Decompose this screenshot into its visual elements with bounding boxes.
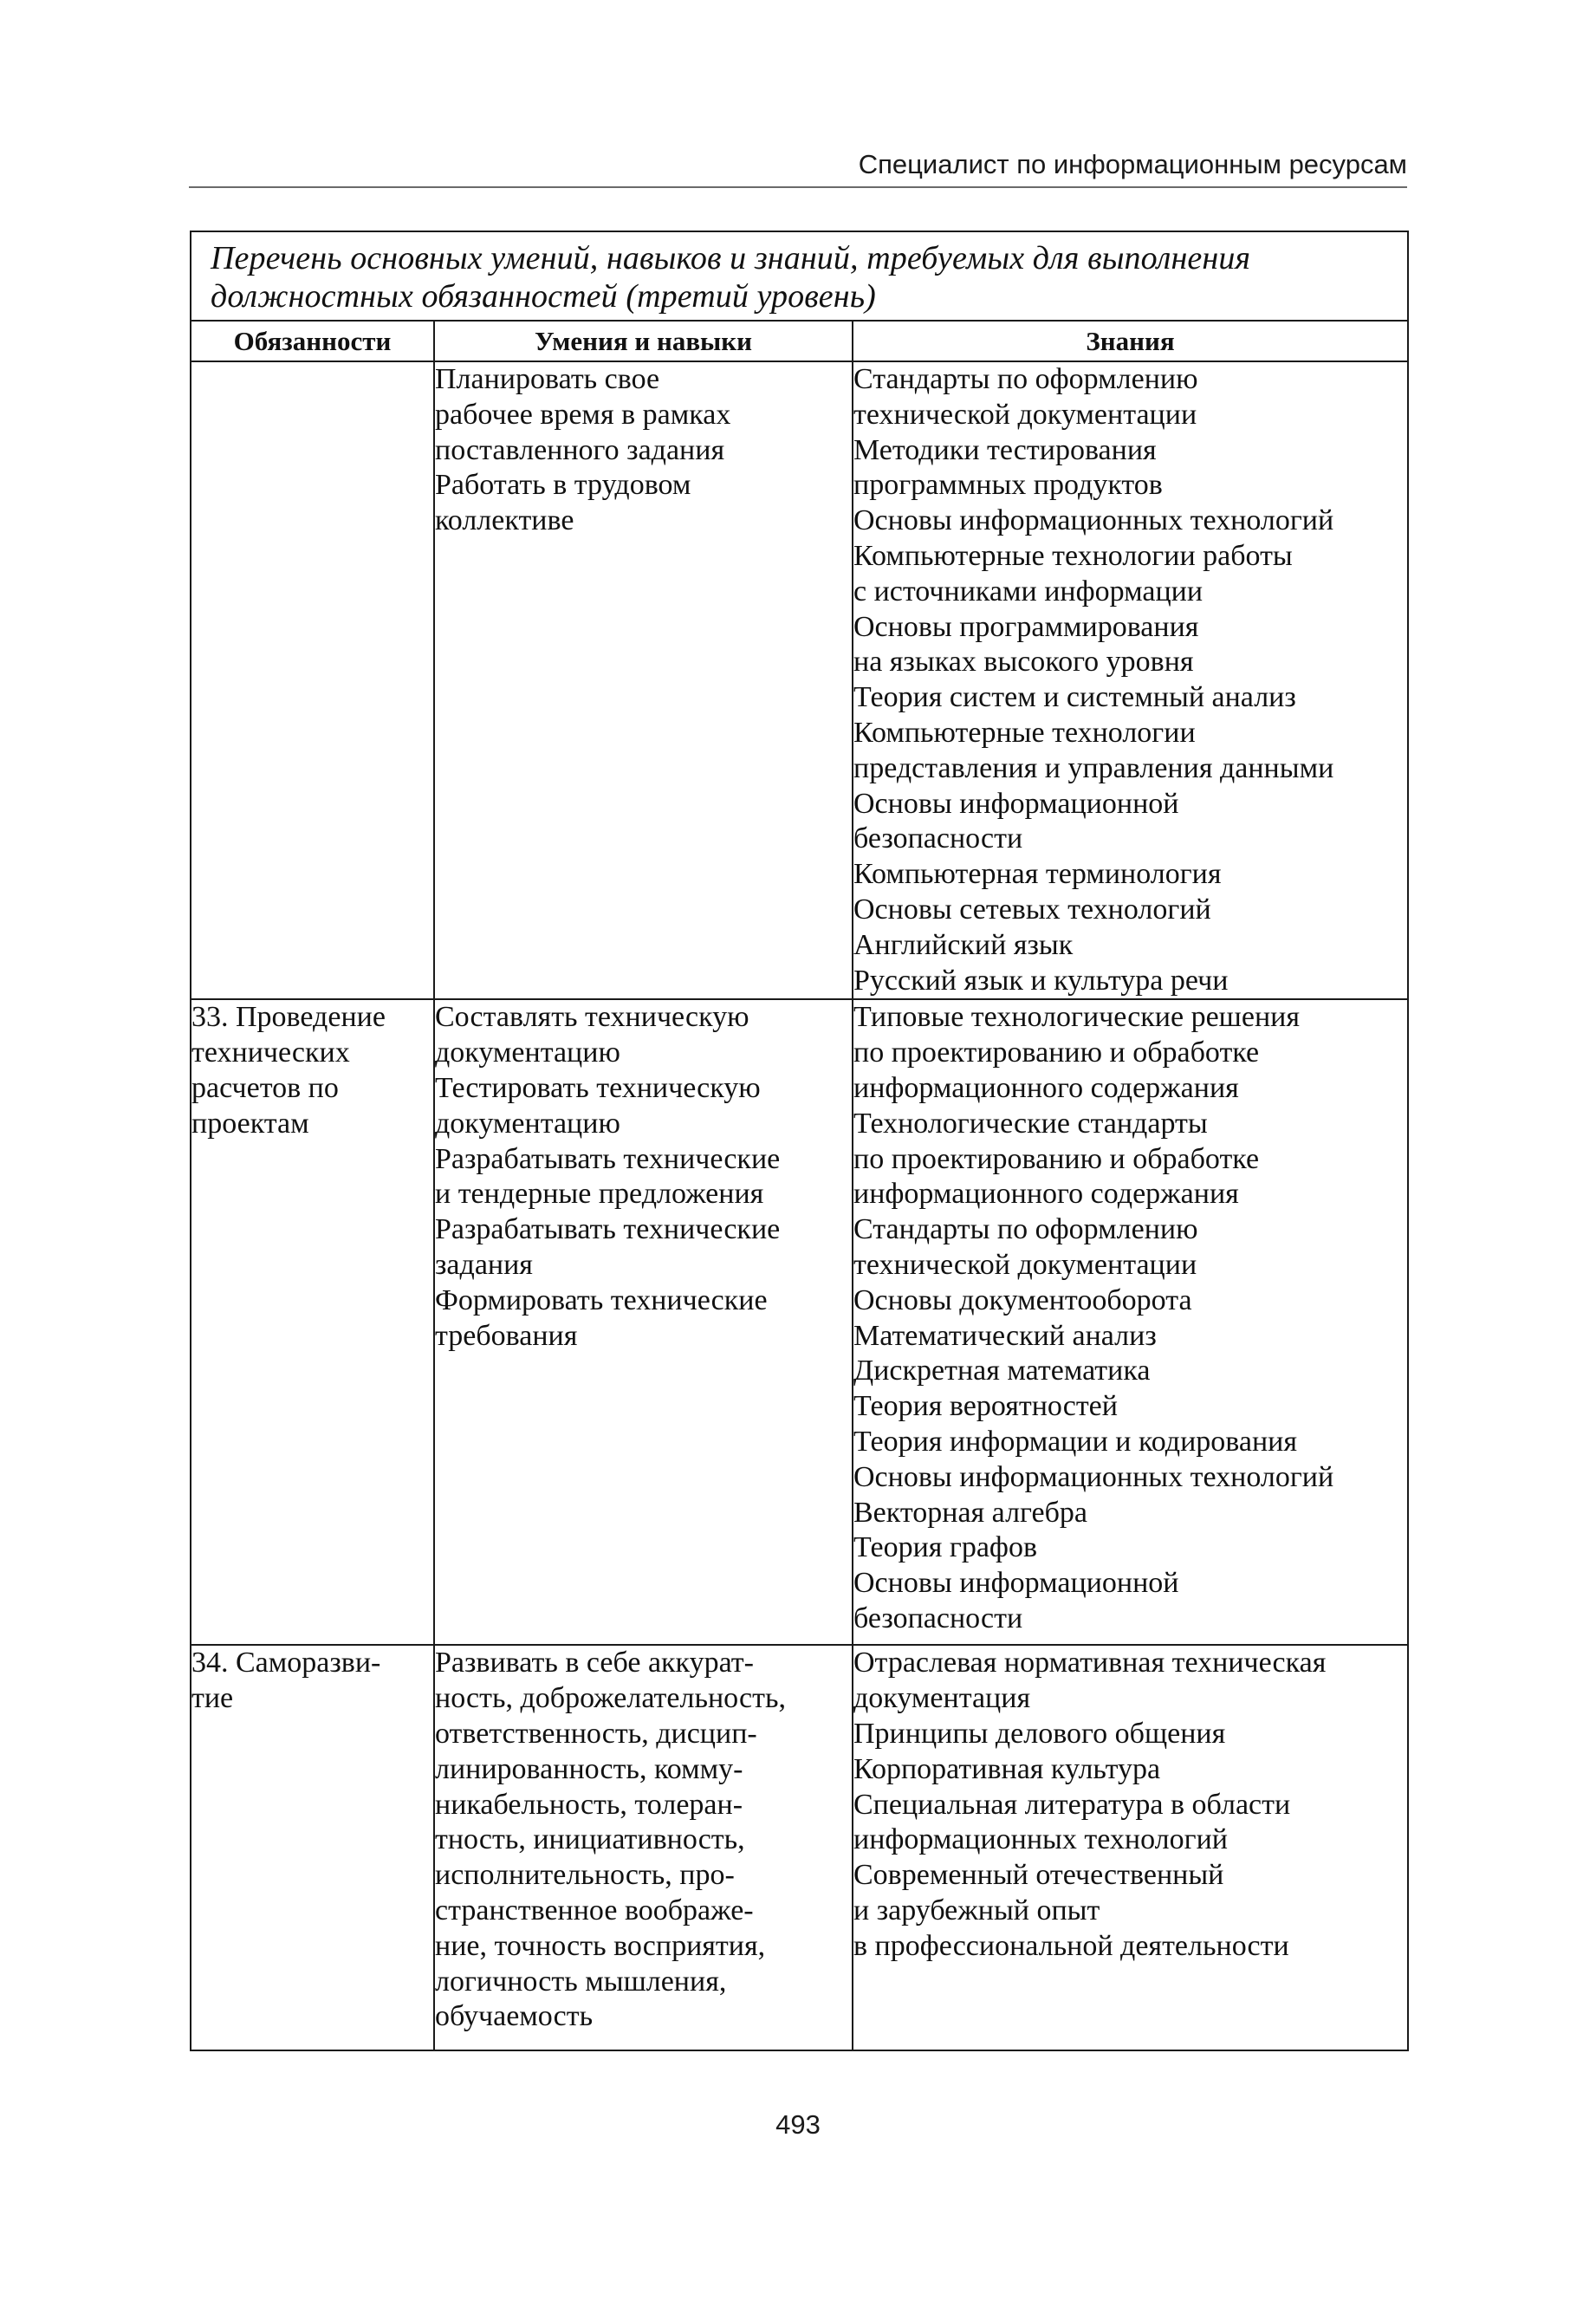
cell-line: представления и управления данными [853, 751, 1334, 784]
skills-cell [434, 999, 853, 1645]
cell-line: технической документации [853, 398, 1197, 431]
cell-line: в профессиональной деятельности [853, 1929, 1289, 1962]
cell-line: 34. Саморазви- [191, 1647, 381, 1680]
cell-line: поставленного задания [435, 433, 725, 466]
duty-cell [191, 999, 434, 1645]
page-number: 493 [775, 2109, 821, 2140]
cell-line: с источниками информации [853, 575, 1203, 607]
cell-line: документацию [435, 1036, 620, 1069]
cell-line: Математический анализ [853, 1319, 1157, 1352]
cell-line: Дискретная математика [853, 1355, 1151, 1387]
cell-line: проектам [191, 1107, 309, 1140]
cell-line: Основы информационной [853, 1567, 1179, 1600]
cell-line: по проектированию и обработке [853, 1036, 1260, 1069]
cell-line: и зарубежный опыт [853, 1894, 1100, 1926]
cell-line: информационных технологий [853, 1823, 1228, 1856]
cell-line: Компьютерная терминология [853, 858, 1222, 891]
header-knowledge: Знания [853, 321, 1408, 361]
caption-line: Перечень основных умений, навыков и знаний, требуемых для выполнения [211, 240, 1251, 276]
cell-line: безопасности [853, 1602, 1023, 1634]
cell-line: технической документации [853, 1248, 1197, 1281]
cell-line: на языках высокого уровня [853, 646, 1194, 679]
caption-row [191, 231, 1408, 321]
cell-line: Теория информации и кодирования [853, 1425, 1297, 1458]
cell-line: Русский язык и культура речи [853, 964, 1229, 997]
cell-line: линированность, комму- [435, 1752, 743, 1785]
cell-line: Стандарты по оформлению [853, 363, 1198, 395]
cell-line: Основы программирования [853, 610, 1199, 643]
cell-line: никабельность, толеран- [435, 1788, 743, 1821]
cell-line: коллективе [435, 504, 574, 537]
cell-line: рабочее время в рамках [435, 398, 731, 431]
cell-line: Разрабатывать технические [435, 1142, 781, 1175]
cell-line: Технологические стандарты [853, 1107, 1208, 1140]
cell-line: задания [435, 1248, 533, 1281]
cell-line: Принципы делового общения [853, 1717, 1226, 1750]
cell-line: Отраслевая нормативная техническая [853, 1647, 1327, 1680]
cell-line: и тендерные предложения [435, 1178, 764, 1211]
duty-cell [191, 1645, 434, 2050]
cell-line: Компьютерные технологии работы [853, 539, 1293, 572]
cell-line: Развивать в себе аккурат- [435, 1647, 754, 1680]
cell-line: Корпоративная культура [853, 1752, 1161, 1785]
cell-line: технических [191, 1036, 350, 1069]
running-head: Специалист по информационным ресурсам [858, 149, 1407, 179]
cell-line: тие [191, 1682, 234, 1715]
table-caption [191, 231, 1408, 321]
cell-line: Основы информационных технологий [853, 1460, 1334, 1493]
cell-line: ответственность, дисцип- [435, 1717, 757, 1750]
cell-line: по проектированию и обработке [853, 1142, 1260, 1175]
cell-line: Стандарты по оформлению [853, 1213, 1198, 1246]
cell-line: Английский язык [853, 928, 1074, 961]
cell-line: документацию [435, 1107, 620, 1140]
cell-line: Теория систем и системный анализ [853, 681, 1296, 714]
cell-line: Теория вероятностей [853, 1390, 1118, 1423]
cell-line: информационного содержания [853, 1178, 1239, 1211]
cell-line: информационного содержания [853, 1071, 1239, 1104]
cell-line: документация [853, 1682, 1031, 1715]
header-skills: Умения и навыки [434, 321, 853, 361]
cell-line: Планировать свое [435, 363, 660, 395]
duty-cell [191, 361, 434, 999]
knowledge-cell [853, 999, 1408, 1645]
cell-line: Векторная алгебра [853, 1496, 1088, 1529]
caption-line: должностных обязанностей (третий уровень) [211, 278, 876, 315]
cell-line: Специальная литература в области [853, 1788, 1291, 1821]
cell-line: Тестировать техническую [435, 1071, 761, 1104]
table-row [191, 999, 1408, 1645]
knowledge-cell [853, 1645, 1408, 2050]
skills-cell [434, 361, 853, 999]
cell-line: Формировать технические [435, 1283, 768, 1316]
header-row [191, 321, 1408, 361]
cell-line: Основы сетевых технологий [853, 893, 1211, 926]
knowledge-cell [853, 361, 1408, 999]
table-row [191, 361, 1408, 999]
cell-line: Компьютерные технологии [853, 716, 1196, 749]
cell-line: исполнительность, про- [435, 1859, 735, 1892]
header-duties: Обязанности [191, 321, 434, 361]
cell-line: Работать в трудовом [435, 469, 691, 502]
cell-line: ность, доброжелательность, [435, 1682, 786, 1715]
cell-line: 33. Проведение [191, 1001, 386, 1034]
cell-line: требования [435, 1319, 578, 1352]
cell-line: обучаемость [435, 2000, 594, 2033]
cell-line: странственное воображе- [435, 1894, 754, 1926]
cell-line: Методики тестирования [853, 433, 1157, 466]
cell-line: тность, инициативность, [435, 1823, 745, 1856]
cell-line: Составлять техническую [435, 1001, 749, 1034]
cell-line: расчетов по [191, 1071, 339, 1104]
cell-line: Разрабатывать технические [435, 1213, 781, 1246]
cell-line: Современный отечественный [853, 1859, 1224, 1892]
cell-line: безопасности [853, 822, 1023, 855]
cell-line: Основы информационной [853, 787, 1179, 820]
cell-line: Основы информационных технологий [853, 504, 1334, 537]
cell-line: Основы документооборота [853, 1283, 1192, 1316]
cell-line: Типовые технологические решения [853, 1001, 1300, 1034]
competency-table [190, 231, 1409, 2051]
skills-cell [434, 1645, 853, 2050]
cell-line: ние, точность восприятия, [435, 1929, 766, 1962]
header-rule [189, 186, 1407, 188]
cell-line: Теория графов [853, 1531, 1038, 1564]
cell-line: программных продуктов [853, 469, 1163, 502]
cell-line: логичность мышления, [435, 1965, 727, 1998]
table-row [191, 1645, 1408, 2050]
